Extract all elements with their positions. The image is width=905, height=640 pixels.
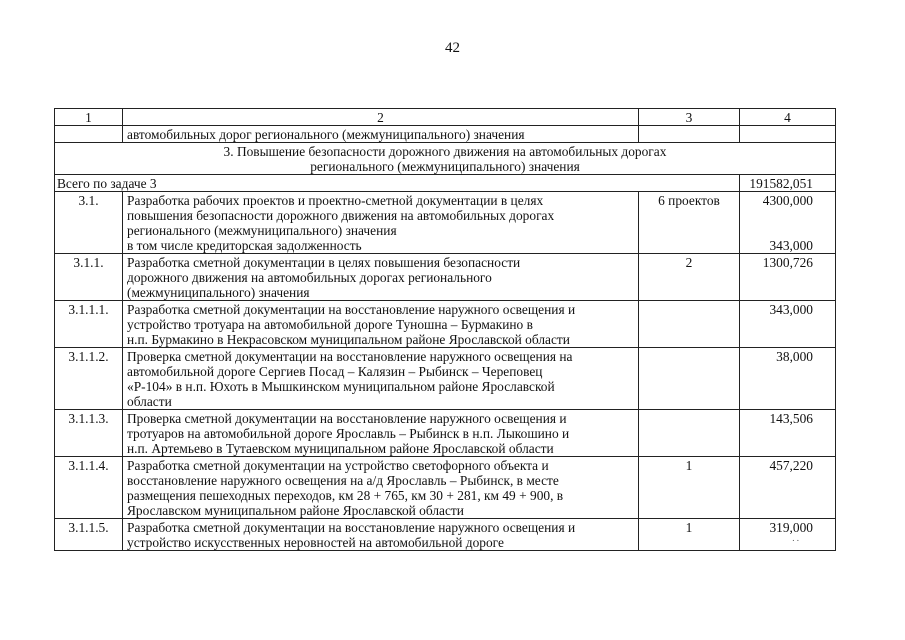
table-row [55, 410, 836, 457]
description-line: области [127, 394, 172, 409]
description-line: восстановление наружного освещения на а/д Ярославль – Рыбинск, в месте [127, 473, 559, 488]
row-quantity: 2 [639, 254, 740, 301]
total-amount: 191582,051 [740, 175, 836, 192]
description-line: Проверка сметной документации на восстановление наружного освещения и [127, 411, 567, 426]
amount-value: 143,506 [769, 411, 813, 426]
description-line: повышения безопасности дорожного движения на автомобильных дорогах [127, 208, 555, 223]
section-title-line: 3. Повышение безопасности дорожного движения на автомобильных дорогах [223, 144, 667, 159]
description-line: тротуаров на автомобильной дороге Ярославль – Рыбинск в н.п. Лыкошино и [127, 426, 570, 441]
row-description [123, 301, 639, 348]
amount-value: 1300,726 [762, 255, 813, 270]
description-line: н.п. Артемьево в Тутаевском муниципальном районе Ярославской области [127, 441, 554, 456]
row-quantity [639, 410, 740, 457]
amount-value: 319,000 [769, 520, 813, 535]
description-line: размещения пешеходных переходов, км 28 + 765, км 30 + 281, км 49 + 900, в [127, 488, 564, 503]
row-quantity: 6 проектов [639, 192, 740, 254]
row-number: 3.1.1.5. [55, 519, 123, 551]
row-quantity [639, 348, 740, 410]
description-line: регионального (межмуниципального) значения [127, 223, 397, 238]
amount-value-secondary: 343,000 [769, 238, 813, 253]
description-line: дорожного движения на автомобильных дорогах регионального [127, 270, 492, 285]
row-amount [740, 301, 836, 348]
total-row [55, 175, 836, 192]
page-number: 42 [445, 40, 460, 56]
row-quantity: 1 [639, 457, 740, 519]
header-cell: 2 [123, 109, 639, 126]
continuation-row [55, 126, 836, 143]
section-row [55, 143, 836, 175]
row-amount [740, 348, 836, 410]
row-number: 3.1.1.4. [55, 457, 123, 519]
row-amount [740, 410, 836, 457]
description-line: н.п. Бурмакино в Некрасовском муниципальном районе Ярославской области [127, 332, 570, 347]
description-line: Разработка сметной документации на устройство светофорного объекта и [127, 458, 549, 473]
table-row [55, 301, 836, 348]
row-description [123, 192, 639, 254]
table-row [55, 457, 836, 519]
row-number: 3.1.1.1. [55, 301, 123, 348]
row-quantity [639, 301, 740, 348]
row-description [123, 457, 639, 519]
amount-value: 38,000 [776, 349, 813, 364]
row-quantity: 1 [639, 519, 740, 551]
table-row [55, 348, 836, 410]
scan-mark: . . [792, 533, 799, 543]
description-line: «Р-104» в н.п. Юхоть в Мышкинском муниципальном районе Ярославской [127, 379, 555, 394]
row-amount [740, 192, 836, 254]
table-header-row [55, 109, 836, 126]
row-number: 3.1.1. [55, 254, 123, 301]
description-line: устройство тротуара на автомобильной дороге Туношна – Бурмакино в [127, 317, 533, 332]
row-amount [740, 254, 836, 301]
row-amount [740, 457, 836, 519]
table-row [55, 519, 836, 551]
header-cell: 3 [639, 109, 740, 126]
row-number: 3.1. [55, 192, 123, 254]
row-number: 3.1.1.2. [55, 348, 123, 410]
row-amount [740, 519, 836, 551]
row-description [123, 254, 639, 301]
description-line: (межмуниципального) значения [127, 285, 310, 300]
continuation-text: автомобильных дорог регионального (межмуниципального) значения [123, 126, 639, 143]
description-line: Проверка сметной документации на восстановление наружного освещения на [127, 349, 573, 364]
description-line: в том числе кредиторская задолженность [127, 238, 362, 253]
header-cell: 4 [740, 109, 836, 126]
section-title [55, 143, 836, 175]
description-line: Разработка сметной документации в целях повышения безопасности [127, 255, 521, 270]
document-table [54, 108, 836, 551]
amount-value: 343,000 [769, 302, 813, 317]
row-description [123, 519, 639, 551]
description-line: Разработка сметной документации на восстановление наружного освещения и [127, 302, 576, 317]
row-number: 3.1.1.3. [55, 410, 123, 457]
description-line: Ярославском муниципальном районе Ярославской области [127, 503, 464, 518]
header-cell: 1 [55, 109, 123, 126]
description-line: Разработка рабочих проектов и проектно-сметной документации в целях [127, 193, 544, 208]
total-label: Всего по задаче 3 [55, 175, 740, 192]
section-title-line: регионального (межмуниципального) значения [310, 159, 580, 174]
description-line: устройство искусственных неровностей на автомобильной дороге [127, 535, 504, 550]
table-row [55, 192, 836, 254]
table-row [55, 254, 836, 301]
amount-value: 4300,000 [762, 193, 813, 208]
row-description [123, 348, 639, 410]
row-description [123, 410, 639, 457]
amount-value: 457,220 [769, 458, 813, 473]
description-line: Разработка сметной документации на восстановление наружного освещения и [127, 520, 576, 535]
description-line: автомобильной дороге Сергиев Посад – Калязин – Рыбинск – Череповец [127, 364, 543, 379]
